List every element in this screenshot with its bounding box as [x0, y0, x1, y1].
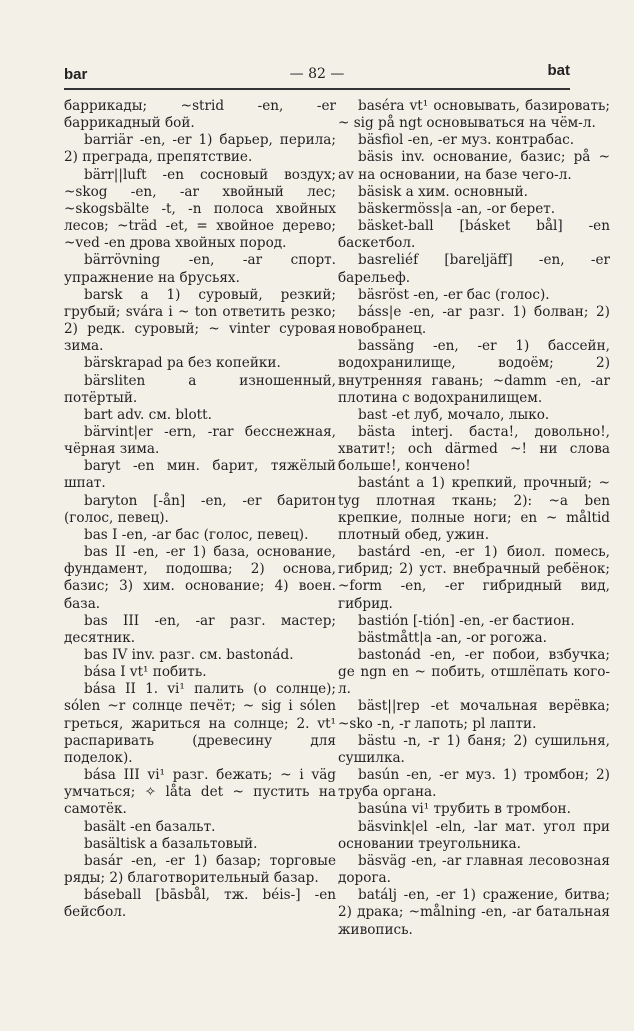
entry: bas IV inv. разг. см. bastonád. — [84, 647, 294, 663]
entry: baséra vt¹ основывать, базировать; ~ sig på ngt основываться на чём-л. — [338, 98, 610, 132]
entry: barriär -en, -er 1) барьер, перила; 2) преграда, препятствие. — [64, 132, 336, 166]
entry: basält -en базальт. — [84, 818, 216, 835]
right-guide-word: bat — [547, 62, 570, 79]
entry: bästa interj. баста!, довольно!, хватит!; och därmed ~! ни слова больше!, кончено! — [338, 423, 610, 475]
entry: bas III -en, -ar разг. мастер; десятник. — [64, 612, 336, 646]
page-number: — 82 — — [289, 66, 345, 82]
right-column — [338, 98, 610, 939]
entry: bas I -en, -ar бас (голос, певец). — [84, 526, 309, 543]
left-column — [64, 98, 336, 922]
entry: bäsvink|el -eln, -lar мат. угол при основании треугольника. — [338, 818, 610, 852]
entry: bäskermöss|a -an, -or берет. — [358, 200, 556, 217]
entry: bása I vt¹ побить. — [84, 664, 207, 681]
entry: bärsliten a изношенный, потёртый. — [64, 372, 336, 406]
entry: baryt -en мин. барит, тяжёлый шпат. — [64, 458, 336, 492]
entry: báss|e -en, -ar разг. 1) болван; 2) новобранец. — [338, 303, 610, 338]
entry: bart adv. см. blott. — [84, 406, 212, 423]
left-guide-word: bar — [64, 66, 88, 83]
entry: bästmått|a -an, -or рогожа. — [358, 629, 547, 646]
entry: баррикады; ~strid -en, -er баррикадный бой. — [64, 98, 336, 132]
entry: bäsröst -en, -er бас (голос). — [358, 286, 550, 303]
entry: bäsfiol -en, -er муз. контрабас. — [358, 132, 575, 149]
entry: báseball [bāsbål, тж. béis-] -en бейсбол. — [64, 887, 336, 921]
entry: bastión [-tión] -en, -er бастион. — [358, 612, 575, 629]
entry: bärr||luft -en сосновый воздух; ~skog -en, -ar хвойный лес; ~skogsbälte -t, -n полоса хвойных лесов; ~träd -et, = хвойное дерево; ~ved -en дрова хвойных пород. — [64, 166, 336, 252]
entry: bäsis inv. основание, базис; på ~ av на основании, на базе чего-л. — [338, 149, 610, 183]
entry: bäst||rep -et мочальная верёвка; ~sko -n, -r лапоть; pl лапти. — [338, 698, 610, 732]
entry: bastárd -en, -er 1) биол. помесь, гибрид; 2) уст. внебрачный ребёнок; ~form -en, -er гибридный вид, гибрид. — [338, 544, 610, 612]
entry: bäsket-ball [básket bål] -en баскетбол. — [338, 218, 610, 252]
entry: bastánt a 1) крепкий, прочный; ~ tyg плотная ткань; 2): ~a ben крепкие, полные ноги; en ~ måltid плотный обед, ужин. — [338, 475, 610, 543]
entry: basár -en, -er 1) базар; торговые ряды; 2) благотворительный базар. — [64, 852, 336, 887]
entry: bärrövning -en, -ar спорт. упражнение на брусьях. — [64, 252, 336, 286]
entry: basreliéf [bareljäff] -en, -er барельеф. — [338, 252, 610, 286]
entry: bäsväg -en, -ar главная лесовозная дорога. — [338, 852, 610, 887]
entry: bása II 1. vi¹ палить (о солнце); sólen ~r солнце печёт; ~ sig i sólen греться, жариться на солнце; 2. vt¹ распаривать (древесину для поделок). — [64, 681, 336, 766]
entry: batálj -en, -er 1) сражение, битва; 2) драка; ~målning -en, -ar батальная живопись. — [338, 887, 610, 938]
entry: bärvint|er -ern, -rar бесснежная, чёрная зима. — [64, 423, 336, 458]
entry: bastonád -en, -er побои, взбучка; ge ngn en ~ побить, отшлёпать кого-л. — [338, 647, 610, 698]
entry: baryton [-ån] -en, -er баритон (голос, певец). — [64, 492, 336, 526]
entry: barsk a 1) суровый, резкий; грубый; svára i ~ ton ответить резко; 2) редк. суровый; ~ vinter суровая зима. — [64, 286, 336, 355]
entry: bása III vi¹ разг. бежать; ~ i väg умчаться; ✧ låta det ~ пустить на самотёк. — [64, 767, 336, 818]
entry: basältisk a базальтовый. — [84, 835, 258, 852]
entry: basúna vi¹ трубить в тромбон. — [358, 801, 571, 818]
entry: bast -et луб, мочало, лыко. — [358, 406, 550, 423]
entry: basún -en, -er муз. 1) тромбон; 2) труба органа. — [338, 767, 610, 801]
entry: bästu -n, -r 1) баня; 2) сушильня, сушилка. — [338, 732, 610, 766]
entry: bäsisk a хим. основный. — [358, 183, 528, 200]
entry: bärskrapad pa без копейки. — [84, 355, 281, 372]
header-rule — [64, 88, 570, 90]
entry: bas II -en, -er 1) база, основание, фундамент, подошва; 2) основа, базис; 3) хим. основание; 4) воен. база. — [64, 544, 336, 612]
page-header — [64, 62, 570, 84]
entry: bassäng -en, -er 1) бассейн, водохранилище, водоём; 2) внутренняя гавань; ~damm -en, -ar плотина с водохранилищем. — [338, 338, 610, 406]
